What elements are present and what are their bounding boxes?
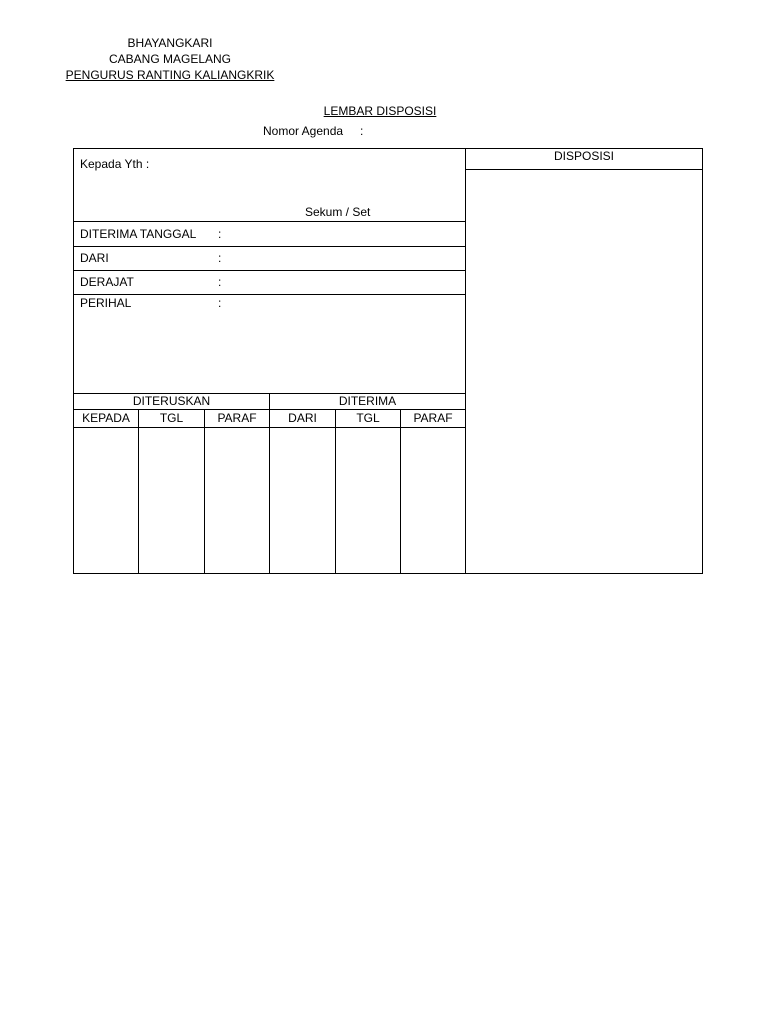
sub-branch-name: PENGURUS RANTING KALIANGKRIK bbox=[65, 68, 275, 82]
diteruskan-header: DITERUSKAN bbox=[132, 394, 211, 408]
nomor-agenda-colon: : bbox=[360, 124, 364, 138]
column-kepada: KEPADA bbox=[82, 411, 130, 425]
derajat-label: DERAJAT bbox=[80, 275, 134, 289]
disposisi-content-area bbox=[466, 170, 702, 573]
column-paraf-diteruskan: PARAF bbox=[217, 411, 257, 425]
column-tgl-diterima: TGL bbox=[356, 411, 380, 425]
diterima-tanggal-label: DITERIMA TANGGAL bbox=[80, 227, 197, 241]
diterima-tanggal-colon: : bbox=[218, 227, 222, 241]
branch-name: CABANG MAGELANG bbox=[108, 52, 232, 66]
org-name: BHAYANGKARI bbox=[127, 36, 213, 50]
column-dari: DARI bbox=[288, 411, 317, 425]
sekum-set-label: Sekum / Set bbox=[305, 205, 371, 219]
perihal-label: PERIHAL bbox=[80, 296, 132, 310]
kepada-yth-label: Kepada Yth : bbox=[80, 157, 150, 171]
dari-colon: : bbox=[218, 251, 222, 265]
column-paraf-diterima: PARAF bbox=[413, 411, 453, 425]
diterima-header: DITERIMA bbox=[338, 394, 397, 408]
derajat-colon: : bbox=[218, 275, 222, 289]
perihal-colon: : bbox=[218, 296, 222, 310]
disposisi-header: DISPOSISI bbox=[553, 149, 615, 163]
column-tgl-diteruskan: TGL bbox=[159, 411, 184, 425]
dari-label: DARI bbox=[80, 251, 109, 265]
document-title: LEMBAR DISPOSISI bbox=[323, 104, 437, 118]
nomor-agenda-label: Nomor Agenda bbox=[263, 124, 344, 138]
